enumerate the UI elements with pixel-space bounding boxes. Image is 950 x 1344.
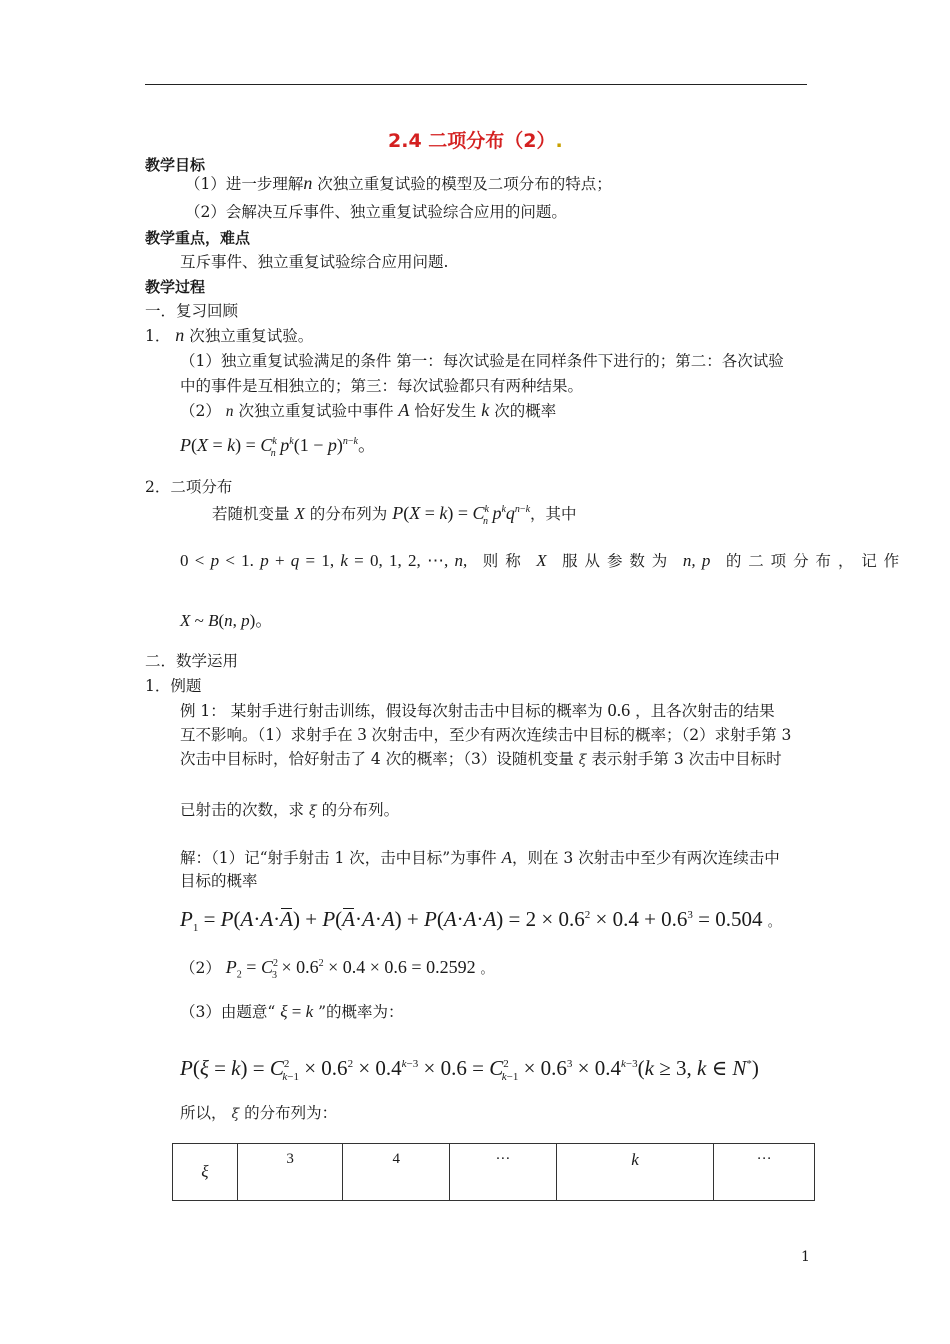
section-review: 一．复习回顾 (145, 302, 239, 320)
example1-line-c: 次击中目标时，恰好射击了 4 次的概率；（3）设随机变量 ξ 表示射手第 3 次击中目标时 (180, 750, 782, 768)
item2-title: 2．二项分布 (145, 478, 233, 496)
distribution-table (172, 1143, 815, 1201)
table-cell: k (556, 1144, 713, 1201)
key-points-text: 互斥事件、独立重复试验综合应用问题. (180, 253, 449, 271)
example1-line-d: 已射击的次数，求 ξ 的分布列。 (180, 801, 400, 819)
section-application: 二．数学运用 (145, 652, 239, 670)
table-row (173, 1144, 815, 1201)
process-heading: 教学过程 (145, 278, 206, 296)
solution-eq1: $P_1 = P(A\cdot A\cdot A) + P(A\cdot A\cdot A) + P(A\cdot A\cdot A) = 2 \times 0.6^2 \times 0.4 + 0.6^3 = 0.504$ 。 (180, 907, 781, 935)
solution-eq2: （2） $P_2 = C^2_3 \times 0.6^2 \times 0.4 \times 0.6 = 0.2592$ 。 (180, 957, 494, 981)
item1-para1-a: （1）独立重复试验满足的条件 第一：每次试验是在同样条件下进行的；第二：各次试验 (180, 352, 784, 370)
solution-part4: 所以， ξ 的分布列为： (180, 1104, 338, 1122)
item2-line2: 0 < p < 1. p + q = 1, k = 0, 1, 2, ⋯, n, 则 称 X 服 从 参 数 为 n, p 的 二 项 分 布 ， 记 作 (180, 551, 900, 570)
item1-title: 1． n 次独立重复试验。 (145, 325, 314, 345)
key-points-heading: 教学重点，难点 (145, 229, 251, 247)
goal-item-2: （2）会解决互斥事件、独立重复试验综合应用的问题。 (185, 203, 567, 221)
solution-part3: （3）由题意“ ξ = k ”的概率为： (180, 1002, 404, 1021)
item1-para1-b: 中的事件是互相独立的；第三：每次试验都只有两种结果。 (180, 377, 584, 395)
formula-bernoulli: $P(X = k) = C^k_n$ $p^k(1 - p)^{n-k}$。 (180, 435, 376, 459)
solution-line-a: 解：（1）记“射手射击 1 次，击中目标”为事件 A，则在 3 次射击中至少有两次连续击中 (180, 848, 780, 867)
item2-line3: X ~ B(n, p)。 (180, 611, 273, 630)
table-cell: 4 (343, 1144, 450, 1201)
example1-line-a: 例 1： 某射手进行射击训练，假设每次射击击中目标的概率为 0.6 ，且各次射击的结果 (180, 700, 775, 720)
solution-line-b: 目标的概率 (180, 872, 258, 890)
goals-heading: 教学目标 (145, 156, 206, 174)
table-cell: ··· (450, 1144, 557, 1201)
examples-title: 1．例题 (145, 677, 202, 695)
item2-line1: 若随机变量 X 的分布列为 $P(X = k) = C^k_n$ $p^kq^{n-k}$，其中 (212, 503, 577, 527)
table-cell: 3 (237, 1144, 343, 1201)
solution-eq3: $P(\xi = k) = C^2_{k-1} \times 0.6^2 \times 0.4^{k-3} \times 0.6 = C^2_{k-1} \times 0.6^3 \times 0.4^{k-3}(k \ge 3$, k ∈ N*) (180, 1056, 759, 1084)
header-rule (145, 84, 807, 85)
example1-line-b: 互不影响。（1）求射手在 3 次射击中，至少有两次连续击中目标的概率；（2）求射手第 3 (180, 724, 792, 744)
item1-para2: （2） n 次独立重复试验中事件 A 恰好发生 k 次的概率 (180, 400, 557, 420)
page-title: 2.4 二项分布（2）. (388, 130, 563, 152)
page-number: 1 (801, 1249, 810, 1265)
goal-item-1: （1）进一步理解n 次独立重复试验的模型及二项分布的特点； (185, 173, 612, 193)
table-cell: ··· (714, 1144, 815, 1201)
table-head-xi: ξ (173, 1144, 238, 1201)
